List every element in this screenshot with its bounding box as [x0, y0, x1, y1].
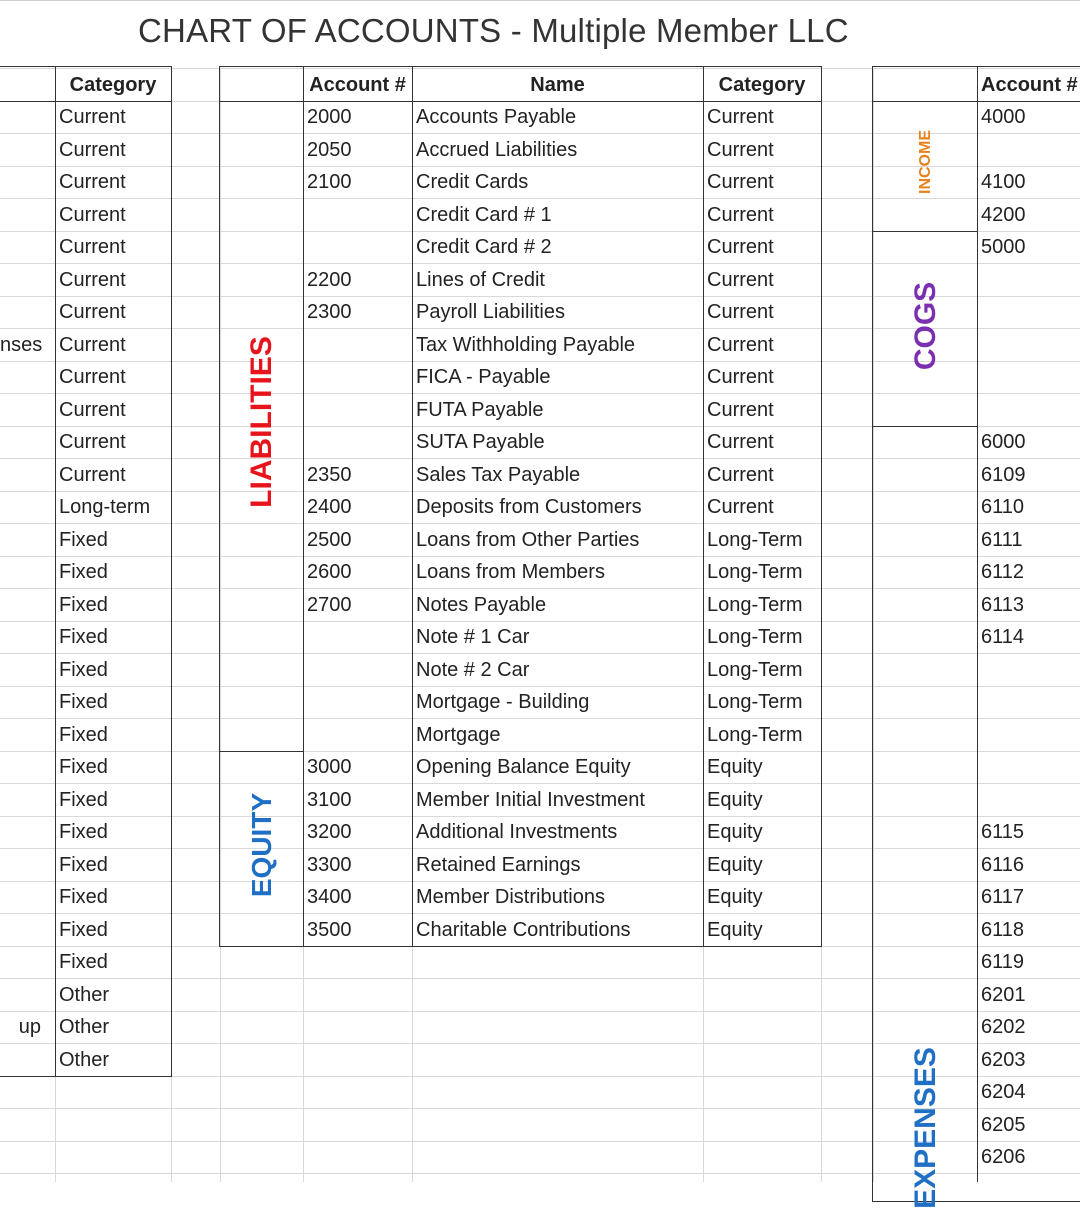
account-name-cell: FUTA Payable [416, 398, 544, 421]
left-name-fragment: up [18, 1016, 41, 1038]
account-category-cell: Equity [707, 788, 763, 811]
right-column-separator [977, 66, 978, 1182]
left-category-cell: Current [59, 463, 126, 486]
right-account-cell: 6206 [981, 1146, 1026, 1168]
account-name-cell: Opening Balance Equity [416, 756, 631, 778]
left-category-cell: Current [59, 106, 126, 128]
account-name-cell: Mortgage - Building [416, 691, 590, 713]
right-account-cell: 6117 [981, 886, 1025, 908]
middle-column-separator [412, 66, 413, 946]
account-category-cell: Current [707, 106, 774, 128]
account-category-cell: Current [707, 171, 774, 193]
left-category-cell: Fixed [59, 723, 108, 746]
account-category-cell: Long-Term [707, 593, 803, 616]
account-category-cell: Long-Term [707, 658, 803, 681]
left-category-cell: Current [59, 366, 126, 388]
left-category-cell: Fixed [59, 853, 108, 876]
right-account-cell: 6113 [981, 593, 1025, 616]
account-name-cell: Credit Card # 1 [416, 203, 552, 226]
left-category-cell: Current [59, 171, 126, 193]
left-category-cell: Long-term [59, 496, 151, 518]
account-category-cell: Equity [707, 853, 763, 876]
left-category-cell: Fixed [59, 626, 108, 648]
right-account-cell: 6204 [981, 1081, 1026, 1103]
left-column-separator [55, 66, 56, 1076]
right-account-cell: 6205 [981, 1113, 1026, 1136]
account-number-cell: 2350 [307, 463, 352, 486]
account-name-cell: Note # 1 Car [416, 626, 530, 648]
left-category-cell: Fixed [59, 593, 108, 616]
right-table-border [872, 66, 1080, 1202]
account-number-cell: 3500 [307, 918, 352, 941]
account-number-cell: 2500 [307, 528, 352, 551]
account-category-cell: Equity [707, 918, 763, 941]
left-category-cell: Current [59, 236, 126, 258]
account-number-cell: 3400 [307, 886, 352, 908]
account-category-cell: Current [707, 268, 774, 291]
right-account-cell: 4000 [981, 106, 1026, 128]
header-account: Account # [309, 73, 406, 96]
right-account-cell: 6202 [981, 1016, 1026, 1038]
account-name-cell: Member Distributions [416, 886, 605, 908]
right-account-cell: 6119 [981, 951, 1025, 973]
account-category-cell: Current [707, 301, 774, 323]
right-account-cell: 6110 [981, 496, 1025, 518]
account-name-cell: Deposits from Customers [416, 496, 642, 518]
left-category-cell: Fixed [59, 821, 108, 843]
account-number-cell: 2000 [307, 106, 352, 128]
left-category-cell: Current [59, 431, 126, 453]
account-number-cell: 2300 [307, 301, 352, 323]
middle-column-separator [703, 66, 704, 946]
account-name-cell: Credit Card # 2 [416, 236, 552, 258]
account-category-cell: Current [707, 398, 774, 421]
right-account-cell: 6112 [981, 561, 1025, 583]
left-table-border [0, 66, 172, 1077]
account-number-cell: 3100 [307, 788, 352, 811]
right-account-cell: 6109 [981, 463, 1026, 486]
middle-header-underline [219, 101, 822, 102]
account-category-cell: Current [707, 203, 774, 226]
expenses-section-divider [872, 426, 977, 427]
account-name-cell: Mortgage [416, 723, 501, 746]
right-account-cell: 5000 [981, 236, 1026, 258]
account-name-cell: Lines of Credit [416, 268, 545, 291]
account-name-cell: SUTA Payable [416, 431, 545, 453]
left-category-cell: Fixed [59, 788, 108, 811]
account-category-cell: Equity [707, 886, 763, 908]
account-category-cell: Current [707, 496, 774, 518]
header-account-right: Account # [981, 73, 1078, 96]
account-name-cell: Additional Investments [416, 821, 618, 843]
left-category-cell: Current [59, 301, 126, 323]
left-header-underline [0, 101, 172, 102]
account-category-cell: Long-Term [707, 723, 803, 746]
account-number-cell: 2200 [307, 268, 352, 291]
right-account-cell: 6116 [981, 853, 1025, 876]
page-title: CHART OF ACCOUNTS - Multiple Member LLC [138, 12, 849, 49]
section-label-cogs: COGS [909, 281, 942, 371]
account-name-cell: Accrued Liabilities [416, 138, 578, 161]
account-name-cell: Note # 2 Car [416, 658, 530, 681]
left-category-cell: Fixed [59, 951, 108, 973]
liabilities-table-border [219, 66, 822, 947]
left-category-cell: Current [59, 268, 126, 291]
account-category-cell: Current [707, 236, 774, 258]
left-category-cell: Fixed [59, 918, 108, 941]
header-category-left: Category [69, 73, 157, 96]
left-category-cell: Current [59, 333, 126, 356]
account-name-cell: Member Initial Investment [416, 788, 645, 811]
account-number-cell: 2700 [307, 593, 352, 616]
equity-section-divider [219, 751, 303, 752]
grid-top-line [0, 0, 1080, 1]
left-category-cell: Fixed [59, 528, 108, 551]
left-category-cell: Fixed [59, 658, 108, 681]
account-name-cell: Charitable Contributions [416, 918, 631, 941]
section-label-expenses: EXPENSES [909, 1047, 942, 1209]
account-name-cell: Tax Withholding Payable [416, 333, 636, 356]
account-category-cell: Equity [707, 821, 763, 843]
account-name-cell: Credit Cards [416, 171, 529, 193]
account-category-cell: Long-Term [707, 528, 803, 551]
right-account-cell: 6203 [981, 1048, 1026, 1071]
cogs-section-divider [872, 231, 977, 232]
right-header-underline [872, 101, 1080, 102]
account-number-cell: 2600 [307, 561, 352, 583]
right-account-cell: 4200 [981, 203, 1026, 226]
right-account-cell: 6118 [981, 918, 1025, 941]
left-category-cell: Fixed [59, 561, 108, 583]
right-account-cell: 6111 [981, 528, 1023, 551]
left-category-cell: Current [59, 138, 126, 161]
right-account-cell: 6000 [981, 431, 1026, 453]
account-name-cell: Retained Earnings [416, 853, 581, 876]
account-category-cell: Long-Term [707, 626, 803, 648]
left-category-cell: Other [59, 983, 110, 1006]
right-account-cell: 6115 [981, 821, 1025, 843]
section-label-liabilities: LIABILITIES [245, 336, 278, 508]
left-category-cell: Other [59, 1016, 110, 1038]
right-account-cell: 6201 [981, 983, 1026, 1006]
right-account-cell: 6114 [981, 626, 1025, 648]
left-category-cell: Current [59, 398, 126, 421]
left-category-cell: Fixed [59, 756, 108, 778]
left-category-cell: Other [59, 1048, 110, 1071]
account-category-cell: Current [707, 333, 774, 356]
account-number-cell: 3300 [307, 853, 352, 876]
account-category-cell: Current [707, 463, 774, 486]
section-label-income: INCOME [917, 130, 934, 194]
account-name-cell: FICA - Payable [416, 366, 551, 388]
account-number-cell: 3000 [307, 756, 352, 778]
account-name-cell: Loans from Other Parties [416, 528, 640, 551]
left-category-cell: Fixed [59, 886, 108, 908]
middle-column-separator [303, 66, 304, 946]
account-category-cell: Equity [707, 756, 763, 778]
account-category-cell: Long-Term [707, 561, 803, 583]
section-label-equity: EQUITY [246, 792, 277, 898]
account-name-cell: Payroll Liabilities [416, 301, 565, 323]
account-number-cell: 2050 [307, 138, 352, 161]
account-number-cell: 2400 [307, 496, 352, 518]
right-account-cell: 4100 [981, 171, 1026, 193]
account-name-cell: Loans from Members [416, 561, 605, 583]
account-category-cell: Current [707, 431, 774, 453]
account-name-cell: Accounts Payable [416, 106, 577, 128]
account-name-cell: Notes Payable [416, 593, 547, 616]
header-category: Category [718, 73, 806, 96]
account-number-cell: 2100 [307, 171, 352, 193]
header-name: Name [530, 73, 585, 96]
account-category-cell: Current [707, 138, 774, 161]
account-category-cell: Current [707, 366, 774, 388]
account-name-cell: Sales Tax Payable [416, 463, 581, 486]
left-category-cell: Fixed [59, 691, 108, 713]
account-category-cell: Long-Term [707, 691, 803, 713]
left-name-fragment: nses [0, 333, 43, 356]
account-number-cell: 3200 [307, 821, 352, 843]
left-category-cell: Current [59, 203, 126, 226]
